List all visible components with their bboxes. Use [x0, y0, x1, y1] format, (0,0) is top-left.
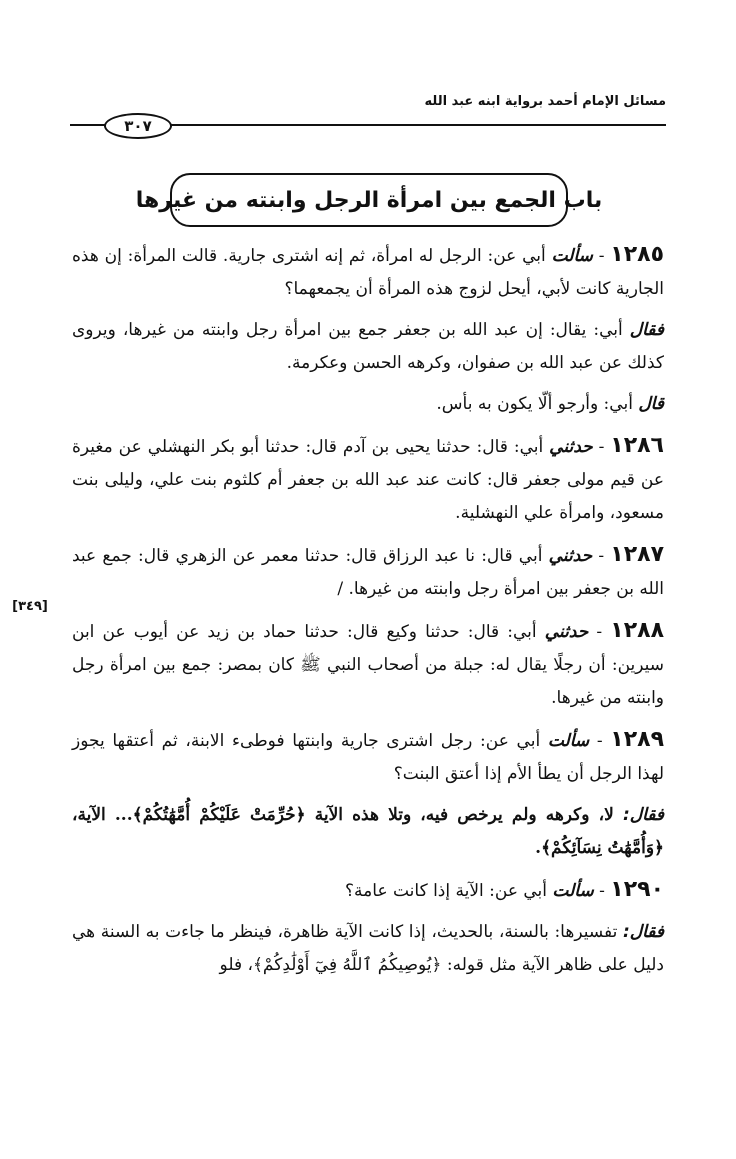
entry-number: ١٢٨٥ [610, 242, 664, 267]
entry-keyword: سألت [552, 881, 594, 901]
entry-keyword: فقال: [622, 922, 664, 942]
paragraph-text: أبي: يقال: إن عبد الله بن جعفر جمع بين امرأة رجل وابنته من غيرها، ويروى كذلك عن عبد الله بن صفوان، وكرهه الحسن وعكرمة. [72, 320, 664, 373]
paragraph: ١٢٨٩ - سألت أبي عن: رجل اشترى جارية وابنتها فوطىء الابنة، ثم أعتقها يجوز لهذا الرجل أن يطأ الأم إذا أعتق البنت؟ [72, 727, 664, 784]
paragraph-text: أبي: وأرجو ألّا يكون به بأس. [436, 394, 639, 414]
entry-keyword: سألت [551, 246, 593, 266]
entry-keyword: حدثني [548, 546, 593, 566]
paragraph: ١٢٨٧ - حدثني أبي قال: نا عبد الرزاق قال: حدثنا معمر عن الزهري قال: جمع عبد الله بن جعفر بين امرأة رجل وابنته من غيرها. / [72, 542, 664, 599]
paragraph [72, 916, 664, 982]
entry-keyword: حدثني [549, 437, 593, 457]
paragraph: ١٢٨٥ - سألت أبي عن: الرجل له امرأة، ثم إنه اشترى جارية. قالت المرأة: إن هذه الجارية كانت لأبي، أيحل لزوج هذه المرأة أن يجمعهما؟ [72, 242, 664, 299]
paragraph [72, 388, 664, 421]
paragraph-text: أبي عن: الرجل له امرأة، ثم إنه اشترى جارية. قالت المرأة: إن هذه الجارية كانت لأبي، أيحل لزوج هذه المرأة أن يجمعهما؟ [72, 246, 664, 299]
chapter-title: باب الجمع بين امرأة الرجل وابنته من غيرها [135, 187, 603, 213]
page-number: ٣٠٧ [104, 113, 172, 139]
paragraph: ١٢٩٠ - سألت أبي عن: الآية إذا كانت عامة؟ [345, 877, 664, 902]
running-title: مسائل الإمام أحمد برواية ابنه عبد الله [424, 94, 666, 109]
paragraph [72, 314, 664, 380]
paragraph [72, 799, 664, 865]
paragraph-text: أبي: قال: حدثنا وكيع قال: حدثنا حماد بن زيد عن أيوب عن ابن سيرين: أن رجلًا يقال له: جبلة من أصحاب النبي ﷺ كان بمصر: جمع بين امرأة رجل وابنته من غيرها. [72, 622, 664, 708]
entry-keyword: قال [638, 394, 664, 414]
body-text [72, 238, 664, 990]
paragraph-text: أبي: قال: حدثنا يحيى بن آدم قال: حدثنا أبو بكر النهشلي عن مغيرة عن قيم مولى جعفر قال: كانت عند عبد الله بن جعفر أم كلثوم بنت علي، وليلى بنت مسعود، وامرأة علي النهشلية. [72, 437, 664, 523]
paragraph-text: أبي عن: رجل اشترى جارية وابنتها فوطىء الابنة، ثم أعتقها يجوز لهذا الرجل أن يطأ الأم إذا أعتق البنت؟ [72, 731, 664, 784]
entry-keyword: سألت [547, 731, 590, 751]
paragraph: ١٢٨٨ - حدثني أبي: قال: حدثنا وكيع قال: حدثنا حماد بن زيد عن أيوب عن ابن سيرين: أن رجلًا يقال له: جبلة من أصحاب النبي ﷺ كان بمصر: جمع بين امرأة رجل وابنته من غيرها. [72, 618, 664, 708]
entry-number: ١٢٩٠ [610, 877, 664, 902]
paragraph-text: أبي قال: نا عبد الرزاق قال: حدثنا معمر عن الزهري قال: جمع عبد الله بن جعفر بين امرأة رجل وابنته من غيرها. / [72, 546, 664, 599]
paragraph-text: لا، وكرهه ولم يرخص فيه، وتلا هذه الآية ﴿حُرِّمَتْ عَلَيْكُمْ أُمَّهَٰتُكُمْ﴾... الآية، ﴿وَأُمَّهَٰتُ نِسَآئِكُمْ﴾. [72, 805, 664, 858]
entry-number: ١٢٨٦ [610, 433, 664, 458]
entry-number: ١٢٨٨ [610, 618, 664, 643]
entry-number: ١٢٨٧ [610, 542, 664, 567]
paragraph-text: تفسيرها: بالسنة، بالحديث، إذا كانت الآية ظاهرة، فينظر ما جاءت به السنة هي دليل على ظاهر الآية مثل قوله: ﴿يُوصِيكُمُ ٱللَّهُ فِيٓ أَوْلَٰدِكُمْ﴾، فلو [72, 922, 664, 975]
entry-keyword: فقال: [622, 805, 664, 825]
margin-reference: [٣٤٩] [12, 599, 48, 614]
paragraph: ١٢٨٦ - حدثني أبي: قال: حدثنا يحيى بن آدم قال: حدثنا أبو بكر النهشلي عن مغيرة عن قيم مولى جعفر قال: كانت عند عبد الله بن جعفر أم كلثوم بنت علي، وليلى بنت مسعود، وامرأة علي النهشلية. [72, 433, 664, 523]
entry-keyword: فقال [629, 320, 664, 340]
entry-keyword: حدثني [544, 622, 589, 642]
entry-number: ١٢٨٩ [610, 727, 664, 752]
chapter-title-box [135, 173, 603, 227]
paragraph-text: أبي عن: الآية إذا كانت عامة؟ [345, 881, 553, 901]
